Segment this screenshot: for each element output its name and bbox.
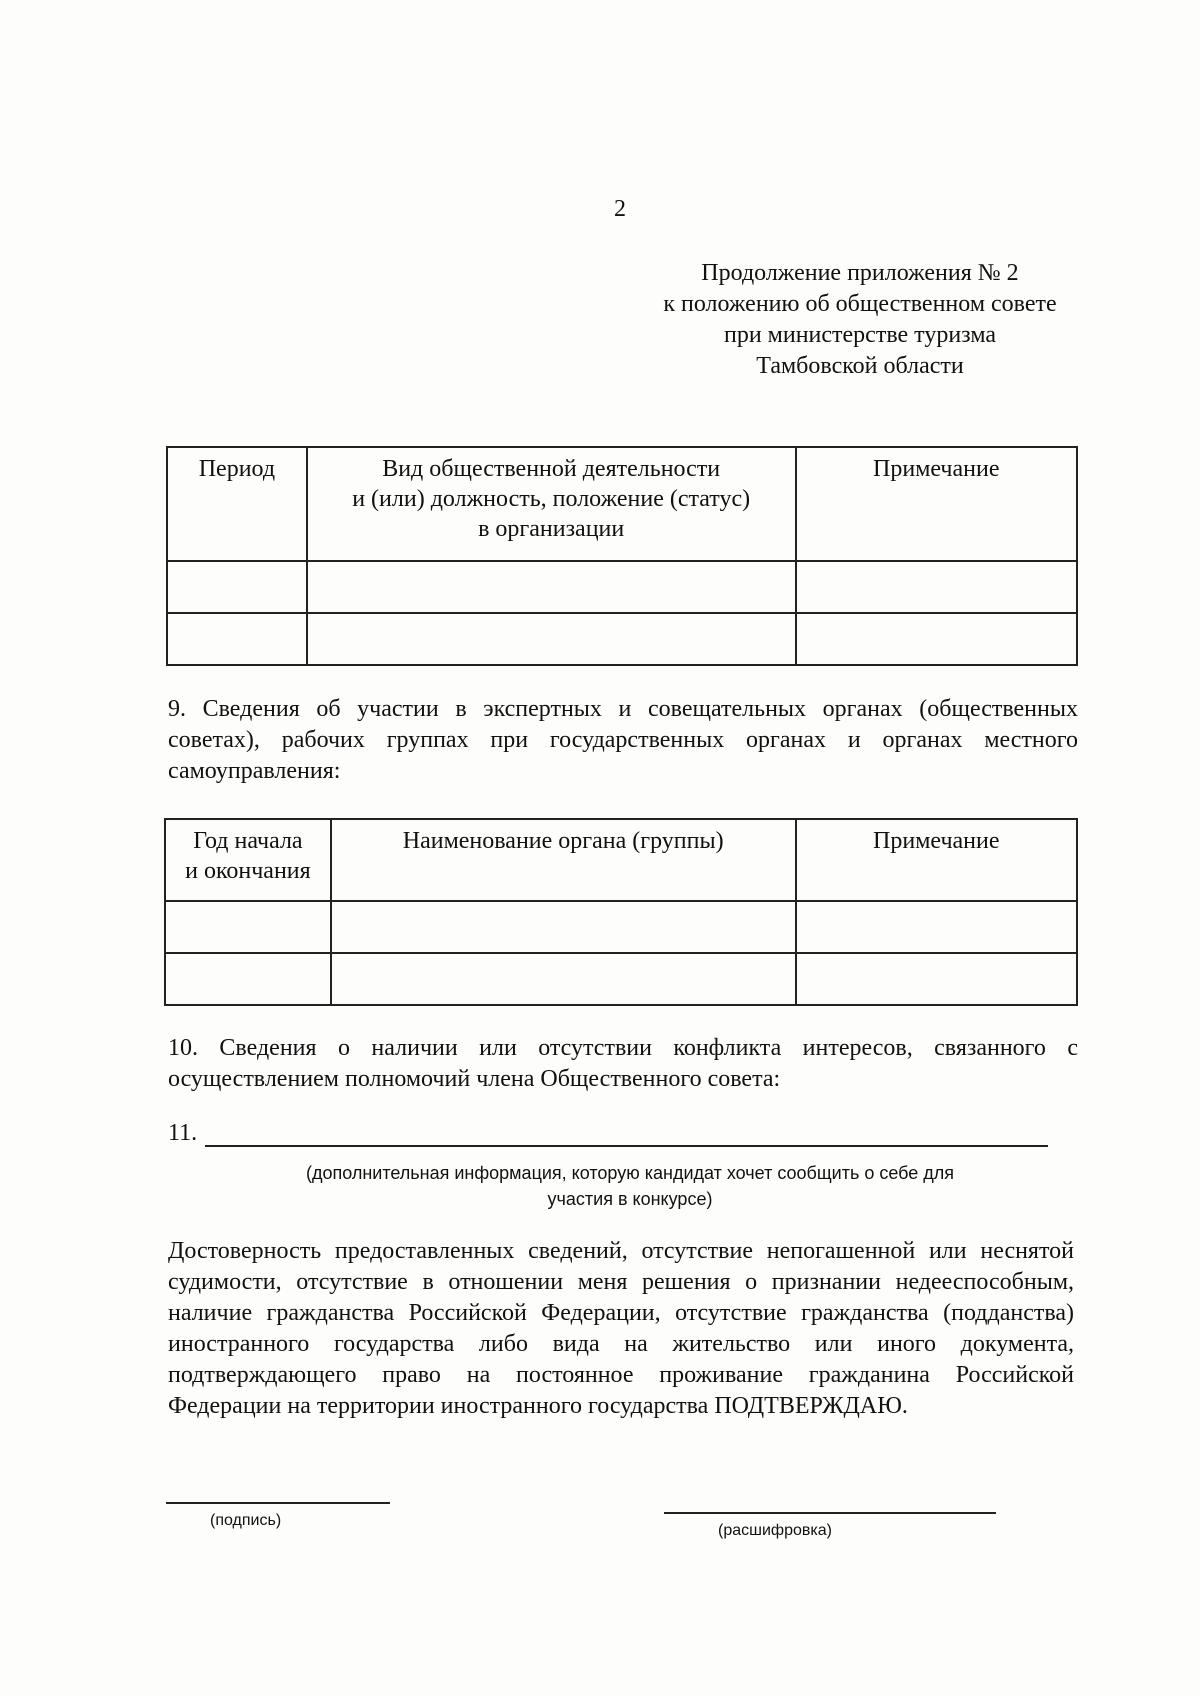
item-11-fill-line[interactable]: [205, 1123, 1048, 1147]
table-header-row: [167, 447, 1077, 561]
header-years-line: и окончания: [185, 858, 311, 884]
appendix-header-line: к положению об общественном совете: [663, 291, 1057, 317]
table-cell[interactable]: [796, 613, 1077, 665]
signature-line[interactable]: [166, 1502, 390, 1504]
table-row: [167, 561, 1077, 613]
appendix-header-line: Продолжение приложения № 2: [701, 260, 1019, 286]
councils-table: [164, 818, 1078, 1006]
page-number: 2: [614, 196, 626, 222]
confirmation-paragraph: Достоверность предоставленных сведений, отсутствие непогашенной или неснятой судимости, отсутствие в отношении меня решения о признании недееспособным, наличие гражданства Российской Федерации, отсутствие гражданства (подданства) иностранного государства либо вида на жительство или иного документа, подтверждающего право на постоянное проживание гражданина Российской Федерации на территории иностранного государства ПОДТВЕРЖДАЮ.: [168, 1238, 1074, 1419]
table-cell[interactable]: [167, 561, 307, 613]
table-cell[interactable]: [307, 561, 796, 613]
signature-caption: (подпись): [210, 1512, 282, 1529]
table-cell[interactable]: [307, 613, 796, 665]
header-body-name: Наименование органа (группы): [331, 819, 796, 901]
item-11-caption: [250, 1160, 1010, 1212]
table-row: [167, 613, 1077, 665]
table-cell[interactable]: [167, 613, 307, 665]
signature-decode-line[interactable]: [664, 1512, 996, 1514]
table-cell[interactable]: [165, 953, 331, 1005]
header-activity-line: Вид общественной деятельности: [382, 456, 721, 482]
header-years-line: Год начала: [193, 828, 303, 854]
header-activity-line: в организации: [478, 516, 625, 542]
item-11-caption-line: (дополнительная информация, которую кандидат хочет сообщить о себе для: [305, 1163, 955, 1183]
header-activity-line: и (или) должность, положение (статус): [352, 486, 751, 512]
table-row: [165, 953, 1077, 1005]
item-9-paragraph: 9. Сведения об участии в экспертных и совещательных органах (общественных советах), рабочих группах при государственных органах и органах местного самоуправления:: [168, 696, 1078, 784]
item-11: [168, 1120, 1048, 1147]
appendix-header-line: при министерстве туризма: [723, 322, 996, 348]
table-cell[interactable]: [796, 901, 1077, 953]
header-years: [165, 819, 331, 901]
item-11-number: 11.: [168, 1120, 198, 1146]
header-activity: [307, 447, 796, 561]
appendix-header: [600, 258, 1120, 382]
header-period: Период: [167, 447, 307, 561]
table-cell[interactable]: [165, 901, 331, 953]
table-row: [165, 901, 1077, 953]
appendix-header-line: Тамбовской области: [756, 353, 964, 379]
table-header-row: [165, 819, 1077, 901]
header-note: Примечание: [796, 447, 1077, 561]
item-11-caption-line: участия в конкурсе): [547, 1189, 713, 1209]
table-cell[interactable]: [331, 901, 796, 953]
activity-table: [166, 446, 1078, 666]
signature-decode-caption: (расшифровка): [718, 1522, 832, 1539]
table-cell[interactable]: [331, 953, 796, 1005]
table-cell[interactable]: [796, 953, 1077, 1005]
item-10-paragraph: 10. Сведения о наличии или отсутствии конфликта интересов, связанного с осуществлением полномочий члена Общественного совета:: [168, 1035, 1078, 1092]
table-cell[interactable]: [796, 561, 1077, 613]
header-note: Примечание: [796, 819, 1077, 901]
